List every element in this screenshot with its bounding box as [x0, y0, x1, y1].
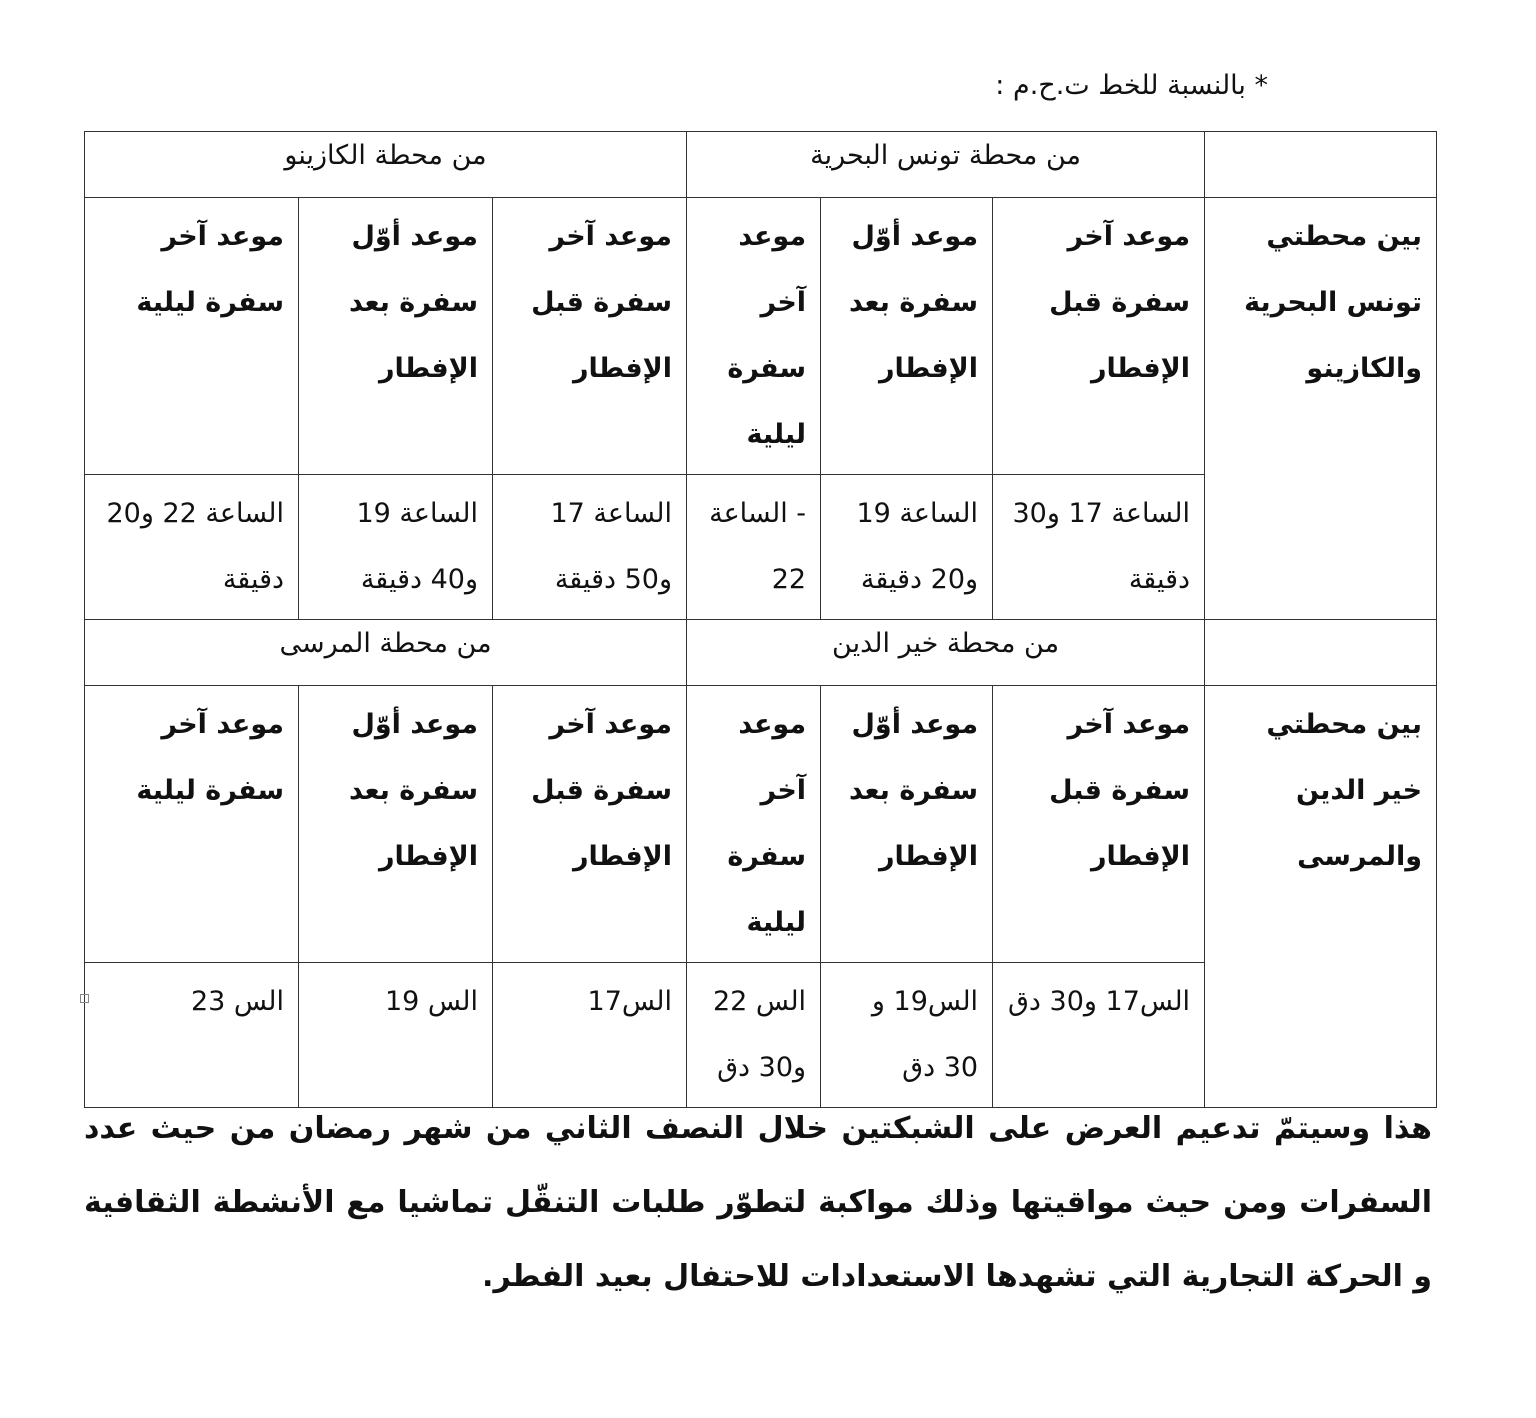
station-header: من محطة المرسى [85, 620, 687, 686]
schedule-table [84, 131, 1437, 1108]
column-header: موعد أوّل سفرة بعد الإفطار [299, 198, 493, 475]
column-header: موعد آخر سفرة ليلية [687, 198, 821, 475]
empty-cell [1205, 620, 1437, 686]
column-header: موعد آخر سفرة ليلية [85, 686, 299, 963]
column-header: موعد آخر سفرة قبل الإفطار [493, 198, 687, 475]
route-label: بين محطتي تونس البحرية والكازينو [1205, 198, 1437, 620]
time-cell: الساعة 17 و30 دقيقة [993, 475, 1205, 620]
table-anchor-handle [80, 994, 89, 1003]
column-header: موعد أوّل سفرة بعد الإفطار [821, 686, 993, 963]
column-header: موعد آخر سفرة قبل الإفطار [993, 198, 1205, 475]
column-header: موعد آخر سفرة قبل الإفطار [493, 686, 687, 963]
section-heading: * بالنسبة للخط ت.ح.م : [995, 70, 1268, 101]
column-header: موعد أوّل سفرة بعد الإفطار [821, 198, 993, 475]
column-header: موعد أوّل سفرة بعد الإفطار [299, 686, 493, 963]
station-header: من محطة خير الدين [687, 620, 1205, 686]
body-paragraph: هذا وسيتمّ تدعيم العرض على الشبكتين خلال النصف الثاني من شهر رمضان من حيث عدد السفرات ومن حيث مواقيتها وذلك مواكبة لتطوّر طلبات التنقّل تماشيا مع الأنشطة الثقافية و الحركة التجارية التي تشهدها الاستعدادات للاحتفال بعيد الفطر. [84, 1111, 1432, 1294]
empty-cell [1205, 132, 1437, 198]
station-header: من محطة الكازينو [85, 132, 687, 198]
time-cell: - الساعة 22 [687, 475, 821, 620]
time-cell: الس 23 [85, 963, 299, 1108]
time-cell: الس17 و30 دق [993, 963, 1205, 1108]
time-cell: الس 22 و30 دق [687, 963, 821, 1108]
time-cell: الساعة 22 و20 دقيقة [85, 475, 299, 620]
column-header: موعد آخر سفرة ليلية [85, 198, 299, 475]
time-cell: الس 19 [299, 963, 493, 1108]
column-header: موعد آخر سفرة ليلية [687, 686, 821, 963]
column-header: موعد آخر سفرة قبل الإفطار [993, 686, 1205, 963]
route-label: بين محطتي خير الدين والمرسى [1205, 686, 1437, 1108]
time-cell: الس19 و 30 دق [821, 963, 993, 1108]
station-header: من محطة تونس البحرية [687, 132, 1205, 198]
time-cell: الساعة 19 و40 دقيقة [299, 475, 493, 620]
time-cell: الساعة 19 و20 دقيقة [821, 475, 993, 620]
time-cell: الساعة 17 و50 دقيقة [493, 475, 687, 620]
time-cell: الس17 [493, 963, 687, 1108]
